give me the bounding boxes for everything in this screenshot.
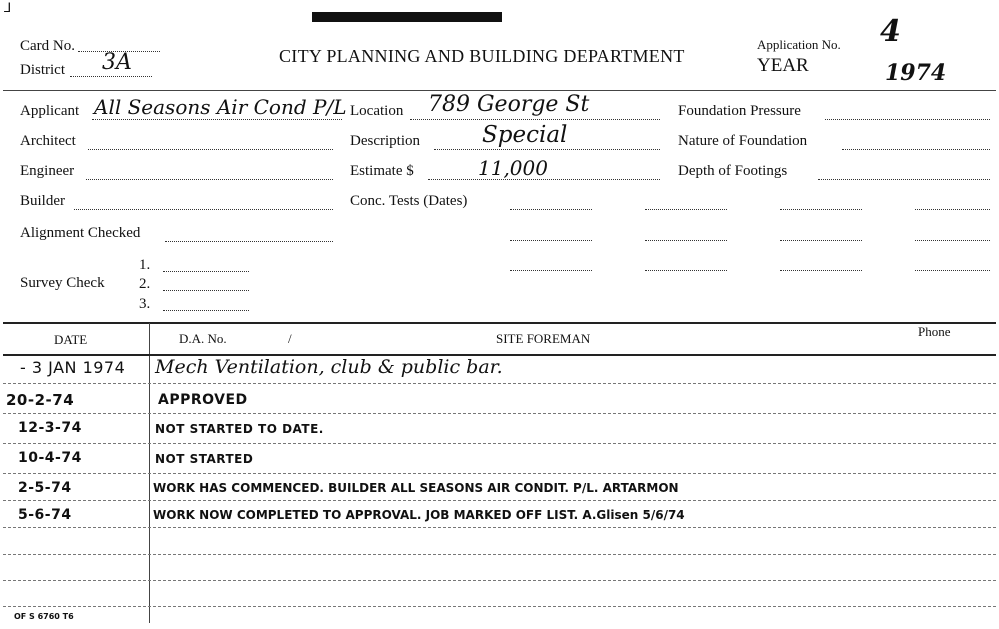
architect-line xyxy=(88,149,333,150)
log-row-divider xyxy=(3,606,996,607)
survey-2-line xyxy=(163,290,249,291)
conc-tests-line-9 xyxy=(510,270,592,271)
year-value: 1974 xyxy=(885,60,947,86)
survey-2-label: 2. xyxy=(139,276,151,292)
description-label: Description xyxy=(350,133,420,149)
conc-tests-line-7 xyxy=(780,240,862,241)
log-row-divider xyxy=(3,443,996,444)
log-row-divider xyxy=(3,413,996,414)
date-header: DATE xyxy=(54,332,88,347)
survey-3-line xyxy=(163,310,249,311)
log-row-date: 5-6-74 xyxy=(18,507,72,523)
nature-foundation-label: Nature of Foundation xyxy=(678,133,808,149)
log-row-entry: NOT STARTED xyxy=(155,452,254,466)
architect-label: Architect xyxy=(20,133,76,149)
log-row-divider xyxy=(3,527,996,528)
applicant-value: All Seasons Air Cond P/L xyxy=(94,95,347,119)
log-row-date: - 3 JAN 1974 xyxy=(20,358,126,377)
description-value: Special xyxy=(482,122,568,148)
header-divider xyxy=(3,90,996,91)
card-no-label: Card No. xyxy=(20,38,75,54)
page-title: CITY PLANNING AND BUILDING DEPARTMENT xyxy=(279,46,685,66)
conc-tests-line-3 xyxy=(780,209,862,210)
form-code: OF S 6760 T6 xyxy=(14,612,74,621)
alignment-line xyxy=(165,241,333,242)
log-row-divider xyxy=(3,554,996,555)
foundation-pressure-line xyxy=(825,119,990,120)
log-row-date: 2-5-74 xyxy=(18,480,72,496)
survey-1-line xyxy=(163,271,249,272)
district-value: 3A xyxy=(102,50,132,75)
estimate-value: 11,000 xyxy=(478,156,548,180)
conc-tests-line-12 xyxy=(915,270,990,271)
conc-tests-line-5 xyxy=(510,240,592,241)
log-row-divider xyxy=(3,383,996,384)
application-no-value: 4 xyxy=(880,14,901,49)
survey-label: Survey Check xyxy=(20,275,105,291)
location-line xyxy=(410,119,660,120)
survey-1-label: 1. xyxy=(139,257,151,273)
log-row-divider xyxy=(3,473,996,474)
log-top-border xyxy=(3,322,996,324)
log-row-entry: WORK HAS COMMENCED. BUILDER ALL SEASONS AIR CONDIT. P/L. ARTARMON xyxy=(153,481,679,495)
depth-footings-label: Depth of Footings xyxy=(678,163,788,179)
estimate-label: Estimate $ xyxy=(350,163,414,179)
conc-tests-line-1 xyxy=(510,209,592,210)
log-row-divider xyxy=(3,500,996,501)
district-label: District xyxy=(20,62,65,78)
applicant-label: Applicant xyxy=(20,103,80,119)
foreman-header: SITE FOREMAN xyxy=(496,331,591,346)
foundation-pressure-label: Foundation Pressure xyxy=(678,103,801,119)
phone-header: Phone xyxy=(918,324,951,339)
conc-tests-line-4 xyxy=(915,209,990,210)
district-line xyxy=(70,76,152,77)
log-row-divider xyxy=(3,580,996,581)
builder-label: Builder xyxy=(20,193,65,209)
log-row-entry: APPROVED xyxy=(158,392,248,408)
location-value: 789 George St xyxy=(428,92,590,117)
log-row-date: 20-2-74 xyxy=(6,391,75,409)
engineer-label: Engineer xyxy=(20,163,75,179)
nature-foundation-line xyxy=(842,149,990,150)
builder-line xyxy=(74,209,333,210)
da-slash: / xyxy=(288,331,292,346)
da-header: D.A. No. xyxy=(179,331,227,346)
depth-footings-line xyxy=(818,179,990,180)
location-label: Location xyxy=(350,103,404,119)
application-no-label: Application No. xyxy=(757,37,841,52)
log-row-entry: WORK NOW COMPLETED TO APPROVAL. JOB MARKED OFF LIST. A.Glisen 5/6/74 xyxy=(153,508,685,522)
alignment-label: Alignment Checked xyxy=(20,225,141,241)
applicant-line xyxy=(92,119,342,120)
log-row-entry: Mech Ventilation, club & public bar. xyxy=(155,356,503,378)
log-row-date: 10-4-74 xyxy=(18,450,82,466)
conc-tests-line-2 xyxy=(645,209,727,210)
year-label: YEAR xyxy=(757,55,809,76)
conc-tests-line-6 xyxy=(645,240,727,241)
log-row-entry: NOT STARTED TO DATE. xyxy=(155,422,324,436)
conc-tests-line-11 xyxy=(780,270,862,271)
conc-tests-line-10 xyxy=(645,270,727,271)
engineer-line xyxy=(86,179,333,180)
corner-mark-icon: ⅃ xyxy=(4,0,12,15)
survey-3-label: 3. xyxy=(139,296,151,312)
description-line xyxy=(434,149,660,150)
redaction-bar xyxy=(312,12,502,22)
log-row-date: 12-3-74 xyxy=(18,420,82,436)
conc-tests-label: Conc. Tests (Dates) xyxy=(350,193,468,209)
conc-tests-line-8 xyxy=(915,240,990,241)
